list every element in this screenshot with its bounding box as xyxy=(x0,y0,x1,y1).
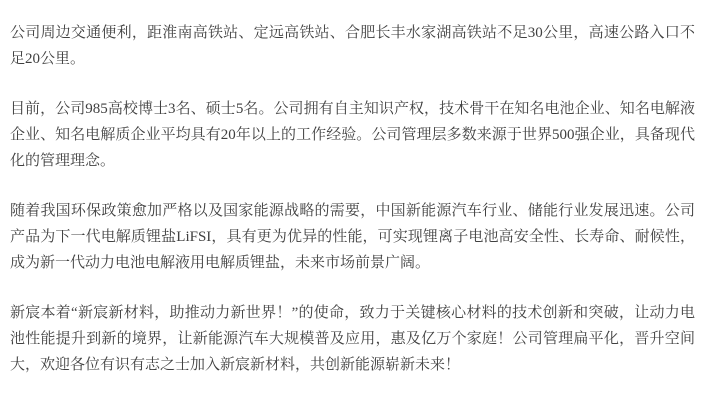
paragraph-mission: 新宸本着“新宸新材料，助推动力新世界！”的使命，致力于关键核心材料的技术创新和突破，让动力电池性能提升到新的境界，让新能源汽车大规模普及应用，惠及亿万个家庭！公司管理扁平化，晋升空间大，欢迎各位有识有志之士加入新宸新材料，共创新能源崭新未来！ xyxy=(10,305,695,373)
paragraph-product: 随着我国环保政策愈加严格以及国家能源战略的需要，中国新能源汽车行业、储能行业发展迅速。公司产品为下一代电解质锂盐LiFSI，具有更为优异的性能，可实现锂离子电池高安全性、长寿命、耐候性，成为新一代动力电池电解液用电解质锂盐，未来市场前景广阔。 xyxy=(10,203,695,271)
paragraph-team: 目前，公司985高校博士3名、硕士5名。公司拥有自主知识产权，技术骨干在知名电池企业、知名电解液企业、知名电解质企业平均具有20年以上的工作经验。公司管理层多数来源于世界500强企业，具备现代化的管理理念。 xyxy=(10,101,695,169)
paragraph-transportation: 公司周边交通便利，距淮南高铁站、定远高铁站、合肥长丰水家湖高铁站不足30公里，高速公路入口不足20公里。 xyxy=(10,25,695,67)
